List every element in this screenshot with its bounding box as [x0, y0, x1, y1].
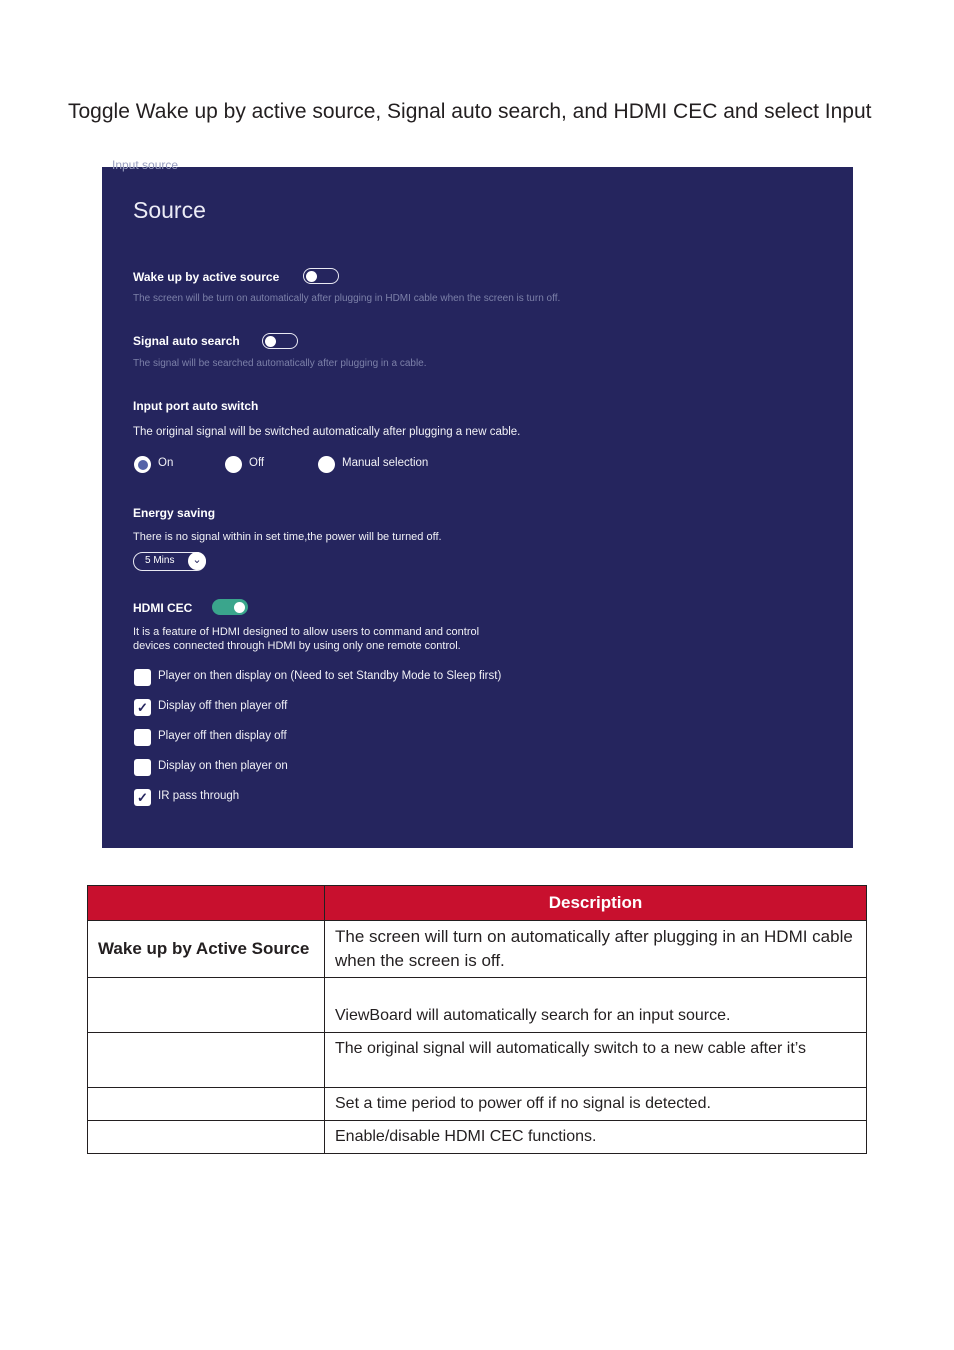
energy-value: 5 Mins	[145, 555, 175, 566]
description-table	[87, 885, 867, 1154]
cec-option-3: Player off then display off	[158, 730, 287, 742]
page-title: Source	[133, 197, 206, 223]
cec-desc-2: devices connected through HDMI by using only one remote control.	[133, 640, 461, 652]
table-cell-description: ViewBoard will automatically search for an input source.	[325, 978, 867, 1033]
signal-hint: The signal will be searched automatically after plugging in a cable.	[133, 358, 427, 369]
port-desc: The original signal will be switched automatically after plugging a new cable.	[133, 426, 521, 438]
table-cell-description: Enable/disable HDMI CEC functions.	[325, 1121, 867, 1154]
energy-label: Energy saving	[133, 506, 216, 520]
radio-on-label: On	[158, 457, 174, 469]
cec-desc-1: It is a feature of HDMI designed to allow users to command and control	[133, 626, 480, 638]
table-row	[88, 1033, 867, 1088]
signal-toggle[interactable]	[262, 333, 298, 349]
wake-hint: The screen will be turn on automatically after plugging in HDMI cable when the screen is turn off.	[133, 293, 561, 304]
cec-checkbox-1[interactable]	[134, 669, 151, 686]
radio-off[interactable]	[225, 456, 242, 473]
port-label: Input port auto switch	[133, 399, 259, 413]
table-row	[88, 978, 867, 1033]
cec-option-1: Player on then display on (Need to set Standby Mode to Sleep first)	[158, 670, 502, 682]
table-cell-item: Wake up by Active Source	[88, 921, 325, 978]
cec-option-2: Display off then player off	[158, 700, 288, 712]
chevron-down-icon: ⌄	[188, 552, 206, 570]
table-cell-item	[88, 1121, 325, 1154]
table-cell-item	[88, 1033, 325, 1088]
cec-checkbox-3[interactable]	[134, 729, 151, 746]
signal-label: Signal auto search	[133, 334, 240, 348]
table-row	[88, 1088, 867, 1121]
breadcrumb-fragment: Input source	[112, 158, 179, 172]
source-settings-screenshot	[102, 158, 853, 848]
radio-on[interactable]	[134, 456, 151, 473]
table-row	[88, 1121, 867, 1154]
table-row	[88, 921, 867, 978]
radio-off-label: Off	[249, 457, 265, 469]
cec-checkbox-4[interactable]	[134, 759, 151, 776]
energy-desc: There is no signal within in set time,the power will be turned off.	[133, 531, 442, 543]
table-cell-description: Set a time period to power off if no signal is detected.	[325, 1088, 867, 1121]
check-icon: ✓	[137, 700, 148, 715]
radio-manual[interactable]	[318, 456, 335, 473]
table-cell-item	[88, 1088, 325, 1121]
cec-toggle[interactable]	[212, 599, 248, 615]
cec-option-5: IR pass through	[158, 790, 240, 802]
cec-checkbox-5[interactable]	[134, 789, 151, 806]
energy-select[interactable]	[133, 552, 206, 571]
cec-option-4: Display on then player on	[158, 760, 288, 772]
table-header-description: Description	[325, 886, 867, 921]
wake-label: Wake up by active source	[133, 270, 280, 284]
check-icon: ✓	[137, 790, 148, 805]
cec-checkbox-2[interactable]	[134, 699, 151, 716]
radio-manual-label: Manual selection	[342, 457, 429, 469]
wake-toggle[interactable]	[303, 268, 339, 284]
table-cell-item	[88, 978, 325, 1033]
table-cell-description: The screen will turn on automatically after plugging in an HDMI cable when the screen is off.	[325, 921, 867, 978]
table-cell-description: The original signal will automatically switch to a new cable after it’s	[325, 1033, 867, 1088]
table-header-item	[88, 886, 325, 921]
intro-text: Toggle Wake up by active source, Signal auto search, and HDMI CEC and select Input	[68, 100, 872, 123]
cec-label: HDMI CEC	[133, 601, 193, 615]
